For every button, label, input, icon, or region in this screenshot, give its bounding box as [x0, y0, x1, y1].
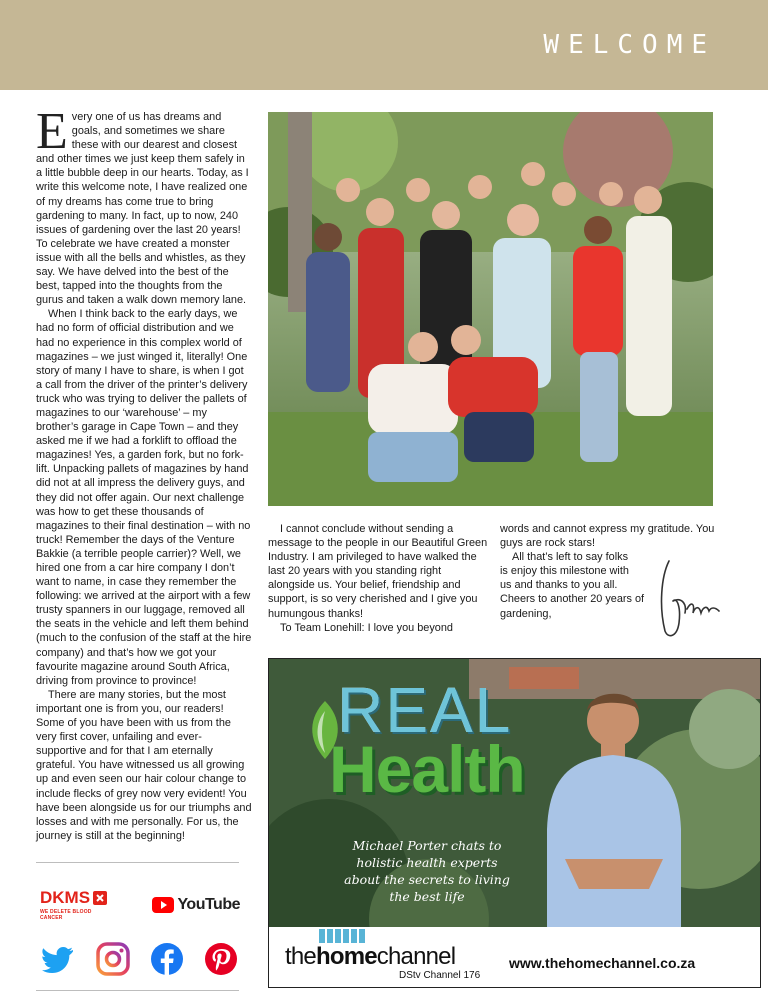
youtube-icon — [152, 897, 174, 913]
facebook-icon[interactable] — [150, 942, 184, 976]
article-paragraph: I cannot conclude without sending a message to the people in our Beautiful Green Industry. I am privileged to have walked the last 20 years with you standing right alongside us. Your belief, friendship and support, is so very cherished and I give you humungous thanks! — [268, 523, 488, 620]
article-left-column — [36, 103, 252, 843]
advert-title-health: Health — [329, 732, 525, 806]
twitter-icon[interactable] — [42, 942, 76, 976]
article-paragraph-text: Cheers to another 20 years of gardening, — [500, 593, 645, 620]
section-title: WELCOME — [543, 30, 716, 60]
article-paragraph: To Team Lonehill: I love you beyond — [280, 621, 453, 634]
dkms-name: DKMS — [40, 888, 91, 907]
article-paragraph — [500, 550, 638, 592]
article-paragraph-text: very one of us has dreams and goals, and sometimes we share these with our dearest and closest and other times we just keep them safely in a little bubble deep in our hearts. Today, as I write this welcome note, I have realized one of my dreams has come true to bring gardening to many. In fact, up to now, 240 issues of gardening over the last 20 years! To celebrate we have created a monster issue with all the bells and whistles, as they say. We have delved into the best of the best, tapped into the thoughts from the gurus and taken a walk down memory lane. — [36, 111, 249, 307]
brand-prefix: the — [285, 943, 316, 970]
article-paragraph — [36, 103, 252, 307]
pinterest-icon[interactable] — [204, 942, 238, 976]
youtube-logo[interactable] — [152, 896, 240, 914]
channel-label: DStv Channel 176 — [399, 970, 481, 981]
brand-suffix: channel — [376, 943, 456, 970]
article-paragraph: There are many stories, but the most important one is from you, our readers! Some of you have been with us from the very first cover, unfailing and ever-supportive and for that I am eternally grateful. You have witnessed us all growing up and even seen our hair colour change to include flecks of grey now very evident! You have been alongside us for our triumphs and losses and with me personally. For us, the journey is still at the beginning! — [36, 688, 252, 842]
article-paragraph-text: All that’s left to say folks is enjoy this milestone with us and thanks to you all. — [500, 551, 629, 592]
divider — [36, 862, 239, 863]
drop-cap: E — [36, 103, 68, 160]
advert-caption: Michael Porter chats to holistic health experts about the secrets to living the best life — [344, 838, 510, 904]
team-photo — [268, 112, 713, 506]
article-paragraph: When I think back to the early days, we had no form of official distribution and we had no experience in this complex world of magazines – we just winged it, literally! One story of many I have to share, is when I got a call from the driver of the printer’s delivery truck who was trying to deliver the pallets of magazines to our ‘warehouse’ – my brother’s garage in Cape Town – and they asked me if we had a forklift to offload the magazines! Yes, a garden fork, but no fork-lift. Unpacking pallets of magazines by hand did not at all impress the delivery guys, and they did not offer again. Our next challenge was how to get these thousands of magazines to their final destination – with no truck! Remember the days of the Venture Bakkie (a terrible people carrier)? Well, we hired one from a car hire company I don’t want to name, in case they remember the following: we arrived at the airport with a few trusty spanners in our luggage, removed all the seats in the vehicle and left them behind (much to the confusion of the staff at the hire company) and that’s how we got your favourite magazine around South Africa, driving from province to province! — [36, 308, 252, 687]
dkms-tagline: WE DELETE BLOOD CANCER — [40, 909, 92, 921]
home-channel-logo — [285, 943, 455, 971]
article-paragraph — [500, 592, 650, 620]
article-middle-column — [268, 522, 489, 635]
advert-url[interactable]: www.thehomechannel.co.za — [509, 955, 696, 971]
divider — [36, 990, 239, 991]
social-icons — [42, 942, 238, 976]
advert-title-real: REAL — [337, 674, 513, 746]
instagram-icon[interactable] — [96, 942, 130, 976]
brand-mid: home — [315, 943, 377, 970]
article-paragraph: words and cannot express my gratitude. You guys are rock stars! — [500, 523, 715, 550]
dkms-mark-icon — [93, 891, 107, 905]
real-health-advert[interactable] — [268, 658, 761, 988]
partner-logos — [40, 888, 240, 921]
signature — [655, 557, 723, 641]
dkms-logo[interactable] — [40, 888, 110, 921]
youtube-label: YouTube — [177, 895, 240, 913]
team-photo-illustration — [268, 112, 713, 506]
home-channel-bars-icon — [319, 929, 365, 943]
